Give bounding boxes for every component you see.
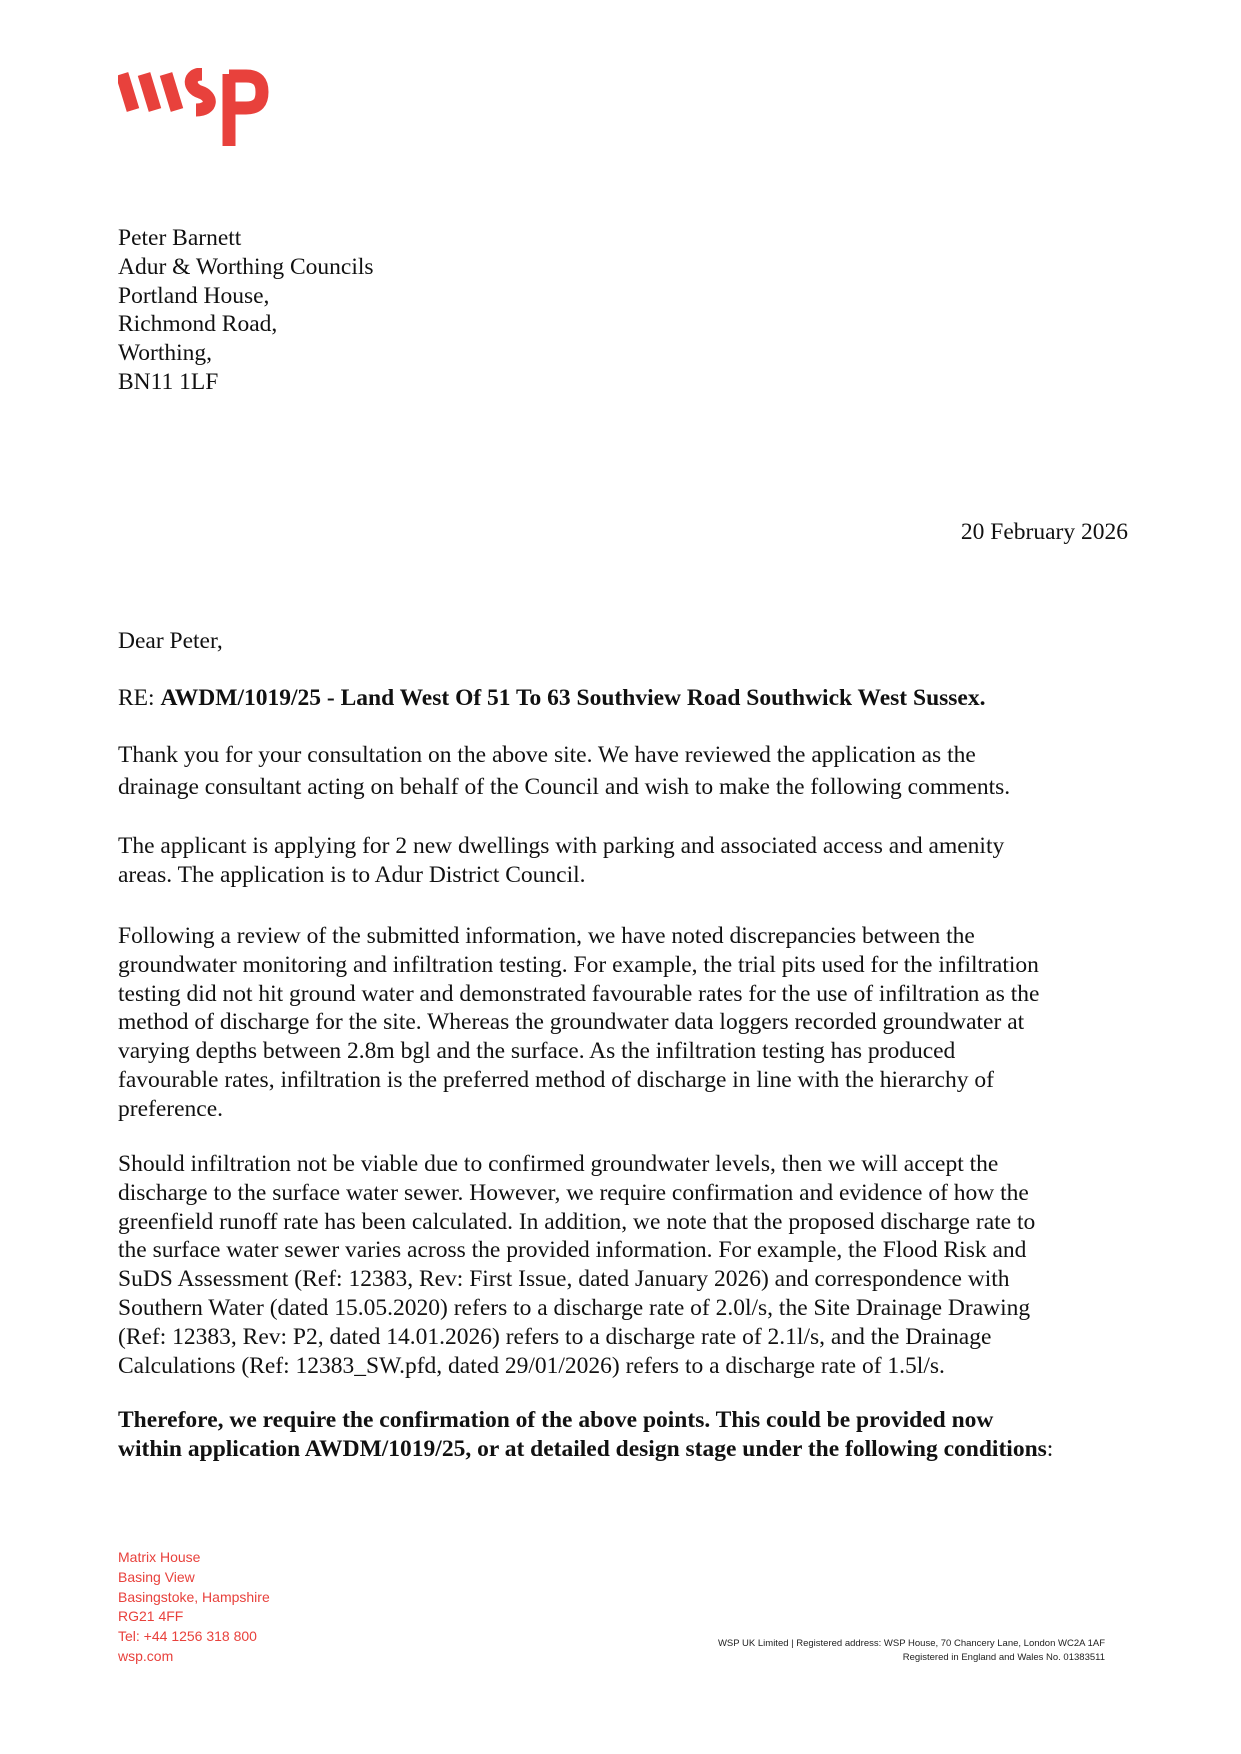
paragraph-line: Following a review of the submitted information, we have noted discrepancies between the <box>118 923 975 949</box>
paragraph-line: favourable rates, infiltration is the preferred method of discharge in line with the hierarchy of <box>118 1066 994 1093</box>
footer-registration-number: Registered in England and Wales No. 01383511 <box>902 1652 1105 1663</box>
subject-prefix: RE: <box>118 685 161 711</box>
paragraph-consultation <box>118 741 1128 802</box>
paragraph-line: areas. The application is to Adur District Council. <box>118 861 586 888</box>
paragraph-application <box>118 832 1128 890</box>
paragraph-groundwater <box>118 922 1128 1124</box>
paragraph-line: Should infiltration not be viable due to confirmed groundwater levels, then we will accept the <box>118 1151 999 1177</box>
footer-town: Basingstoke, Hampshire <box>118 1588 270 1605</box>
paragraph-line-bold: within application AWDM/1019/25, or at detailed design stage under the following conditions <box>118 1435 1047 1462</box>
footer-street: Basing View <box>118 1568 195 1585</box>
recipient-town: Worthing, <box>118 340 213 367</box>
paragraph-line-tail: : <box>1046 1435 1054 1462</box>
paragraph-requirement <box>118 1406 1128 1464</box>
paragraph-line: Thank you for your consultation on the above site. We have reviewed the application as the <box>118 742 976 768</box>
footer-office-address <box>118 1548 270 1667</box>
footer-telephone: Tel: +44 1256 318 800 <box>118 1628 257 1645</box>
recipient-postcode: BN11 1LF <box>118 368 219 395</box>
paragraph-line: testing did not hit ground water and demonstrated favourable rates for the use of infiltration as the <box>118 980 1040 1007</box>
paragraph-line: Therefore, we require the confirmation of the above points. This could be provided now <box>118 1407 994 1433</box>
recipient-address <box>118 224 818 397</box>
paragraph-line: method of discharge for the site. Whereas the groundwater data loggers recorded groundwater at <box>118 1009 1025 1036</box>
paragraph-line: SuDS Assessment (Ref: 12383, Rev: First Issue, dated January 2026) and correspondence with <box>118 1266 1010 1293</box>
recipient-building: Portland House, <box>118 282 270 309</box>
wsp-logo <box>118 68 278 160</box>
recipient-name: Peter Barnett <box>118 225 242 251</box>
paragraph-line: varying depths between 2.8m bgl and the surface. As the infiltration testing has produced <box>118 1038 956 1065</box>
paragraph-line: drainage consultant acting on behalf of the Council and wish to make the following comments. <box>118 773 1011 800</box>
paragraph-discharge-rate <box>118 1150 1128 1380</box>
recipient-organisation: Adur & Worthing Councils <box>118 253 374 280</box>
paragraph-line: The applicant is applying for 2 new dwellings with parking and associated access and amenity <box>118 833 1005 859</box>
paragraph-line: Calculations (Ref: 12383_SW.pfd, dated 29/01/2026) refers to a discharge rate of 1.5l/s. <box>118 1352 945 1379</box>
recipient-street: Richmond Road, <box>118 311 278 338</box>
paragraph-line: discharge to the surface water sewer. However, we require confirmation and evidence of how the <box>118 1179 1029 1206</box>
paragraph-line: Southern Water (dated 15.05.2020) refers to a discharge rate of 2.0l/s, the Site Drainage Drawing <box>118 1294 1031 1321</box>
letter-date: 20 February 2026 <box>960 519 1128 545</box>
paragraph-line: greenfield runoff rate has been calculated. In addition, we note that the proposed discharge rate to <box>118 1208 1036 1235</box>
footer-registered-address: WSP UK Limited | Registered address: WSP House, 70 Chancery Lane, London WC2A 1AF <box>717 1638 1105 1649</box>
footer-building: Matrix House <box>118 1549 201 1565</box>
wsp-logo-mark <box>118 68 278 160</box>
paragraph-line: (Ref: 12383, Rev: P2, dated 14.01.2026) refers to a discharge rate of 2.1l/s, and the Drainage <box>118 1323 992 1350</box>
paragraph-line: the surface water sewer varies across the provided information. For example, the Flood Risk and <box>118 1237 1027 1264</box>
paragraph-line: groundwater monitoring and infiltration testing. For example, the trial pits used for the infiltration <box>118 951 1039 978</box>
subject-title: AWDM/1019/25 - Land West Of 51 To 63 Southview Road Southwick West Sussex. <box>160 685 986 711</box>
paragraph-line: preference. <box>118 1095 224 1122</box>
subject-line <box>118 684 1128 713</box>
salutation: Dear Peter, <box>118 628 223 654</box>
footer-legal <box>718 1637 1105 1665</box>
paragraph-line <box>118 1435 1128 1464</box>
footer-postcode: RG21 4FF <box>118 1608 184 1625</box>
footer-website-link[interactable]: wsp.com <box>118 1647 174 1664</box>
